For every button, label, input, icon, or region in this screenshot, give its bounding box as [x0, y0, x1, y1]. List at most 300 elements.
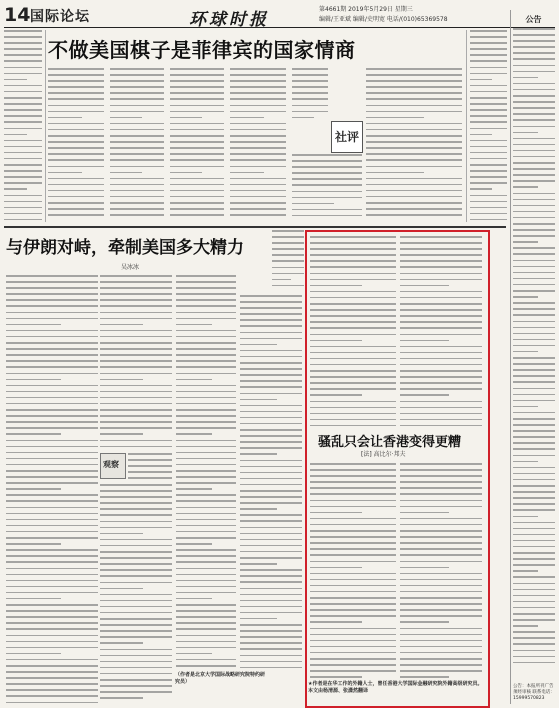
text-line [6, 348, 98, 350]
text-line [100, 275, 172, 277]
text-line [4, 128, 42, 130]
text-line [513, 101, 555, 103]
text-line [513, 223, 555, 225]
text-line [6, 604, 98, 606]
text-line [100, 281, 172, 283]
text-line [176, 330, 236, 332]
text-line [272, 254, 304, 256]
text-line [6, 561, 98, 563]
text-line [366, 74, 462, 76]
text-line [240, 624, 302, 626]
text-line [400, 334, 482, 336]
text-line [6, 354, 98, 356]
second-article-deck [272, 230, 304, 290]
text-line [400, 621, 449, 623]
text-line [6, 671, 98, 673]
text-line [513, 631, 555, 633]
text-line [6, 695, 98, 697]
text-line [110, 123, 164, 125]
text-line [4, 152, 42, 154]
text-line [6, 543, 61, 545]
text-line [400, 554, 482, 556]
text-line [513, 479, 555, 481]
text-line [310, 346, 396, 348]
text-line [240, 338, 302, 340]
text-line [176, 336, 236, 338]
text-line [6, 458, 98, 460]
text-line [100, 545, 172, 547]
text-line [513, 186, 538, 188]
text-line [48, 80, 104, 82]
text-line [6, 287, 98, 289]
text-line [400, 634, 482, 636]
highlight-column-3 [310, 463, 396, 678]
text-line [240, 539, 302, 541]
text-line [4, 30, 42, 32]
text-line [110, 117, 142, 119]
text-line [176, 610, 236, 612]
text-line [400, 364, 482, 366]
text-line [176, 324, 212, 326]
text-line [6, 373, 98, 375]
text-line [170, 172, 202, 174]
text-line [176, 659, 236, 661]
text-line [176, 379, 212, 381]
text-line [176, 580, 236, 582]
text-line [6, 507, 98, 509]
text-line [513, 522, 555, 524]
text-line [48, 105, 104, 107]
text-line [100, 691, 172, 693]
text-line [310, 266, 396, 268]
highlight-column-4 [400, 463, 482, 678]
text-line [170, 86, 224, 88]
text-line [513, 400, 555, 402]
text-line [6, 555, 98, 557]
text-line [100, 502, 172, 504]
text-line [513, 28, 555, 30]
text-line [470, 158, 507, 160]
text-line [100, 521, 172, 523]
text-line [48, 74, 104, 76]
text-line [310, 327, 396, 329]
text-line [292, 111, 328, 113]
text-line [110, 208, 164, 210]
text-line [100, 496, 172, 498]
text-line [400, 309, 482, 311]
text-line [470, 97, 507, 99]
text-line [366, 117, 424, 119]
text-line [400, 321, 482, 323]
text-line [100, 563, 172, 565]
text-line [513, 150, 555, 152]
text-line [272, 279, 291, 281]
text-line [310, 542, 396, 544]
text-line [6, 342, 98, 344]
text-line [513, 107, 555, 109]
text-line [366, 178, 462, 180]
text-line [110, 111, 164, 113]
text-line [240, 520, 302, 522]
text-line [6, 324, 61, 326]
text-line [310, 609, 396, 611]
text-line [310, 518, 396, 520]
text-line [4, 158, 42, 160]
text-line [48, 98, 104, 100]
text-line [240, 332, 302, 334]
text-line [240, 386, 302, 388]
text-line [292, 105, 328, 107]
text-line [513, 260, 555, 262]
text-line [170, 202, 224, 204]
text-line [240, 551, 302, 553]
text-line [100, 606, 172, 608]
text-line [400, 664, 482, 666]
text-line [4, 48, 42, 50]
text-line [513, 327, 555, 329]
text-line [100, 305, 172, 307]
text-line [170, 68, 224, 70]
text-line [240, 484, 302, 486]
text-line [176, 574, 236, 576]
text-line [310, 634, 396, 636]
text-line [4, 79, 27, 81]
text-line [292, 166, 362, 168]
text-line [292, 209, 362, 211]
text-line [176, 397, 236, 399]
text-line [176, 598, 212, 600]
text-line [230, 214, 286, 216]
text-line [240, 393, 302, 395]
text-line [100, 379, 143, 381]
text-line [400, 425, 482, 426]
text-line [100, 508, 172, 510]
text-line [513, 174, 555, 176]
text-line [470, 182, 507, 184]
text-line [400, 260, 482, 262]
text-line [310, 676, 362, 678]
text-line [48, 166, 104, 168]
text-line [366, 166, 462, 168]
text-line [170, 214, 224, 216]
text-line [230, 141, 286, 143]
text-line [513, 558, 555, 560]
text-line [513, 442, 555, 444]
text-line [176, 373, 236, 375]
text-line [230, 190, 286, 192]
text-line [110, 80, 164, 82]
text-line [470, 201, 507, 203]
text-line [400, 248, 482, 250]
text-line [240, 380, 302, 382]
text-line [400, 518, 482, 520]
text-line [513, 144, 555, 146]
text-line [366, 135, 462, 137]
text-line [513, 34, 555, 36]
text-line [513, 619, 555, 621]
text-line [100, 446, 172, 448]
text-line [513, 308, 555, 310]
text-line [400, 394, 449, 396]
text-line [292, 98, 328, 100]
text-line [176, 476, 236, 478]
text-line [6, 568, 98, 570]
text-line [4, 195, 42, 197]
text-line [470, 91, 507, 93]
text-line [4, 146, 42, 148]
text-line [470, 121, 507, 123]
top-article-column-4 [230, 68, 286, 220]
text-line [240, 307, 302, 309]
text-line [230, 123, 286, 125]
text-line [6, 312, 98, 314]
text-line [366, 214, 462, 216]
text-line [310, 285, 362, 287]
text-line [100, 385, 172, 387]
text-line [310, 340, 362, 342]
text-line [240, 575, 302, 577]
text-line [513, 461, 538, 463]
highlight-article-end-note: ★作者是在华工作的外籍人士，曾任香港大学国际金融研究院外籍高级研究员。本文由杨清源、张潇然翻译 [308, 681, 483, 694]
text-line [170, 159, 224, 161]
text-line [170, 190, 224, 192]
text-line [400, 591, 482, 593]
second-article-headline: 与伊朗对峙，牵制美国多大精力 [6, 238, 244, 258]
text-line [513, 363, 555, 365]
text-line [310, 413, 396, 415]
text-line [176, 348, 236, 350]
text-line [6, 470, 98, 472]
text-line [310, 530, 396, 532]
text-line [513, 516, 538, 518]
text-line [230, 68, 286, 70]
text-line [366, 92, 462, 94]
text-line [366, 98, 462, 100]
text-line [400, 646, 482, 648]
text-line [100, 403, 172, 405]
text-line [6, 397, 98, 399]
text-line [400, 487, 482, 489]
top-article-column-3 [170, 68, 224, 220]
text-line [310, 321, 396, 323]
text-line [292, 178, 362, 180]
text-line [100, 409, 172, 411]
text-line [513, 485, 555, 487]
text-line [48, 196, 104, 198]
text-line [110, 147, 164, 149]
text-line [470, 103, 507, 105]
top-article-column-5b [292, 154, 362, 220]
text-line [230, 159, 286, 161]
top-article-column-5a [292, 68, 328, 118]
text-line [100, 527, 172, 529]
text-line [400, 419, 482, 421]
text-line [400, 413, 482, 415]
text-line [310, 628, 396, 630]
text-line [240, 496, 302, 498]
text-line [513, 534, 555, 536]
text-line [310, 315, 396, 317]
text-line [6, 659, 98, 661]
text-line [400, 382, 482, 384]
text-line [470, 48, 507, 50]
text-line [240, 405, 302, 407]
text-line [240, 533, 302, 535]
text-line [110, 172, 142, 174]
text-line [513, 436, 555, 438]
text-line [100, 636, 172, 638]
text-line [513, 637, 555, 639]
text-line [176, 391, 236, 393]
text-line [400, 670, 482, 672]
text-line [110, 105, 164, 107]
text-line [230, 172, 264, 174]
text-line [513, 424, 555, 426]
text-line [400, 609, 482, 611]
text-line [176, 440, 236, 442]
text-line [513, 601, 555, 603]
text-line [176, 549, 236, 551]
text-line [4, 91, 42, 93]
text-line [170, 166, 224, 168]
text-line [100, 397, 172, 399]
text-line [176, 433, 212, 435]
text-line [470, 67, 507, 69]
editorial-badge: 社评 [331, 121, 363, 153]
text-line [6, 409, 98, 411]
text-line [513, 314, 555, 316]
text-line [176, 537, 236, 539]
text-line [6, 415, 98, 417]
text-line [240, 612, 302, 614]
text-line [400, 652, 482, 654]
text-line [470, 128, 507, 130]
text-line [240, 655, 302, 657]
text-line [513, 321, 555, 323]
text-line [400, 315, 482, 317]
text-line [272, 285, 304, 287]
text-line [4, 182, 42, 184]
text-line [110, 214, 164, 216]
text-line [400, 512, 449, 514]
text-line [100, 299, 172, 301]
text-line [470, 152, 507, 154]
text-line [100, 618, 172, 620]
text-line [6, 610, 98, 612]
text-line [310, 382, 396, 384]
text-line [513, 333, 555, 335]
text-line [110, 153, 164, 155]
text-line [366, 184, 462, 186]
text-line [470, 79, 492, 81]
text-line [400, 285, 449, 287]
text-line [310, 670, 396, 672]
text-line [400, 475, 482, 477]
text-line [100, 539, 172, 541]
text-line [240, 350, 302, 352]
text-line [230, 178, 286, 180]
text-line [176, 446, 236, 448]
text-line [100, 318, 172, 320]
notice-body-text [513, 28, 555, 668]
text-line [310, 376, 396, 378]
text-line [513, 643, 555, 645]
text-line [310, 603, 396, 605]
text-line [513, 570, 538, 572]
text-line [513, 71, 555, 73]
text-line [100, 551, 172, 553]
text-line [6, 586, 98, 588]
text-line [100, 312, 172, 314]
text-line [310, 652, 396, 654]
text-line [310, 487, 396, 489]
text-line [100, 421, 172, 423]
text-line [100, 679, 172, 681]
text-line [110, 196, 164, 198]
text-line [470, 207, 507, 209]
text-line [310, 394, 362, 396]
second-article-column-1 [6, 275, 98, 703]
text-line [100, 490, 172, 492]
text-line [100, 642, 143, 644]
text-line [310, 640, 396, 642]
text-line [310, 358, 396, 360]
text-line [513, 253, 555, 255]
top-article-column-6 [366, 68, 462, 220]
text-line [310, 524, 396, 526]
text-line [470, 115, 507, 117]
notice-footer: 公告：本报所刊广告须经审核 联系电话：15999570823 [513, 684, 555, 701]
text-line [110, 135, 164, 137]
text-line [470, 134, 492, 136]
text-line [240, 417, 302, 419]
text-line [176, 519, 236, 521]
text-line [513, 180, 555, 182]
text-line [513, 455, 555, 457]
text-line [128, 453, 172, 455]
text-line [366, 111, 462, 113]
text-line [310, 561, 396, 563]
text-line [513, 607, 555, 609]
text-line [240, 447, 302, 449]
text-line [240, 661, 302, 663]
text-line [513, 589, 555, 591]
text-line [170, 184, 224, 186]
second-article-byline: 吴冰冰 [121, 264, 140, 271]
text-line [310, 407, 396, 409]
text-line [4, 176, 42, 178]
text-line [6, 689, 98, 691]
text-line [292, 197, 362, 199]
text-line [100, 612, 172, 614]
text-line [513, 448, 555, 450]
text-line [100, 667, 172, 669]
text-line [310, 273, 396, 275]
text-line [513, 406, 538, 408]
text-line [310, 658, 396, 660]
text-line [176, 592, 236, 594]
text-line [100, 630, 172, 632]
text-line [240, 642, 302, 644]
text-line [4, 42, 42, 44]
text-line [310, 475, 396, 477]
text-line [6, 616, 98, 618]
text-line [513, 138, 555, 140]
text-line [513, 552, 555, 554]
text-line [230, 129, 286, 131]
text-line [176, 561, 236, 563]
text-line [513, 95, 555, 97]
